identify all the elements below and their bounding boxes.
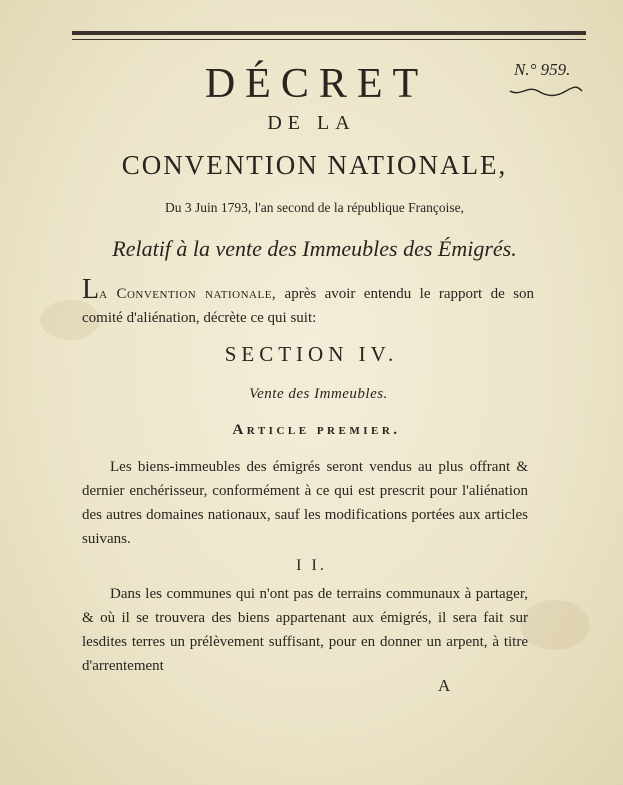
catchword: A [438, 676, 451, 695]
article-1-text: Les biens-immeubles des émigrés seront vendus au plus offrant & dernier enchérisseur, conformément à ce qui est prescrit pour l'aliénation des autres domaines nationaux, sauf les modifications portées aux articles suivans. [82, 459, 528, 547]
intro-text: après avoir entendu le rapport de son comité d'aliénation, décrète ce qui suit: [82, 286, 534, 326]
intro-dropcap: L [82, 274, 100, 305]
title-decret: DÉCRET [204, 61, 429, 107]
dateline: Du 3 Juin 1793, l'an second de la république Françoise, [165, 200, 464, 215]
section-heading: SECTION IV. [224, 342, 399, 366]
top-rule-thin [72, 39, 586, 40]
title-convention: CONVENTION NATIONALE, [121, 150, 508, 180]
decree-number-text: N.° 959. [514, 60, 571, 79]
title-de-la: DE LA [267, 112, 356, 134]
article-heading: Article premier. [232, 422, 401, 438]
paper-stain [520, 600, 590, 650]
article-2-heading: I I. [296, 557, 327, 574]
top-rule [72, 31, 586, 35]
subject-line: Relatif à la vente des Immeubles des Émigrés. [112, 236, 517, 261]
intro-paragraph [82, 274, 534, 330]
section-subheading: Vente des Immeubles. [249, 386, 388, 402]
intro-caps: a Convention nationale, [99, 286, 277, 302]
article-2-text: Dans les communes qui n'ont pas de terrains communaux à partager, & où il se trouvera des biens appartenant aux émigrés, il sera fait sur lesdites terres un prélèvement suffisant, pour en donner un arpent, à titre d'arrentement [82, 586, 528, 674]
